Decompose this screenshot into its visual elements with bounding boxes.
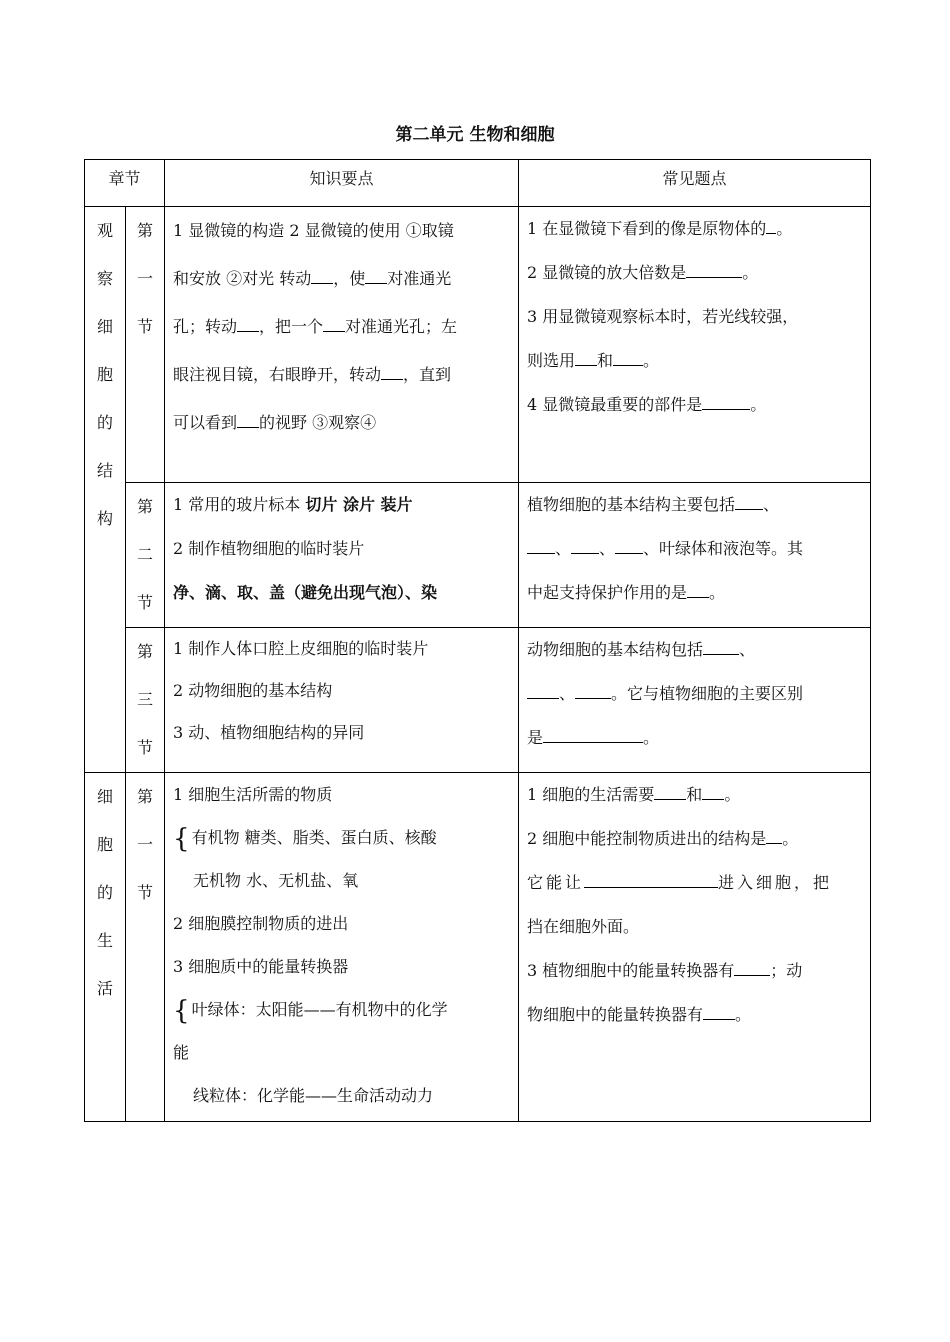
text: 能 [173, 1043, 190, 1062]
table-row [85, 483, 871, 628]
text: 可以看到 [173, 413, 238, 432]
text: 净、滴、取、盖（避免出现气泡）、染 [173, 583, 438, 602]
blank [543, 726, 643, 743]
blank [237, 315, 259, 332]
blank [365, 267, 387, 284]
text: 、叶绿体和液泡等。其 [643, 539, 804, 558]
text: 4 显微镜最重要的部件是 [527, 395, 703, 414]
blank [654, 783, 686, 800]
text: 叶绿体：太阳能——有机物中的化学 [191, 1000, 448, 1019]
section-1-cell [126, 207, 165, 483]
page-title: 第二单元 生物和细胞 [395, 125, 555, 145]
chapter-char: 活 [96, 979, 113, 998]
blank [527, 537, 555, 554]
text: 1 常用的玻片标本 [173, 495, 306, 514]
text: 2 细胞膜控制物质的进出 [173, 914, 349, 933]
text: 1 细胞的生活需要 [527, 785, 655, 804]
blank [311, 267, 333, 284]
blank [323, 315, 345, 332]
text: 它能让 [527, 873, 585, 892]
table-header-row [85, 160, 871, 207]
blank [687, 581, 709, 598]
text: 3 用显微镜观察标本时，若光线较强， [527, 307, 799, 326]
section-4-cell [126, 773, 165, 1122]
text: 1 在显微镜下看到的像是原物体的 [527, 219, 767, 238]
question-cell [519, 483, 871, 628]
chapter-char: 胞 [96, 835, 113, 854]
section-2-cell [126, 483, 165, 628]
text: 挡在细胞外面。 [527, 917, 640, 936]
text: 、 [559, 684, 576, 703]
chapter-char: 观 [96, 221, 113, 240]
blank [766, 827, 782, 844]
section-char: 第 [137, 221, 154, 240]
text: 。 [742, 263, 759, 282]
text: 。 [643, 351, 660, 370]
text: 对准通光孔；左 [345, 317, 458, 336]
text: 2 细胞中能控制物质进出的结构是 [527, 829, 767, 848]
text: 物细胞中的能量转换器有 [527, 1005, 704, 1024]
text: 。 [750, 395, 767, 414]
text: 、 [555, 539, 572, 558]
text: ，直到 [403, 365, 452, 384]
blank [703, 638, 739, 655]
text: 无机物 水、无机盐、氧 [193, 871, 359, 890]
blank [615, 537, 643, 554]
brace-icon: { [173, 824, 190, 854]
text: ，把一个 [259, 317, 324, 336]
blank [686, 261, 742, 278]
blank [527, 682, 559, 699]
knowledge-cell [165, 207, 519, 483]
text: 、 [763, 495, 780, 514]
table-row [85, 773, 871, 1122]
section-char: 二 [137, 545, 154, 564]
chapter-char: 的 [96, 413, 113, 432]
chapter-char: 细 [96, 317, 113, 336]
text: ，使 [333, 269, 366, 288]
table-row [85, 628, 871, 773]
chapter-char: 结 [96, 461, 113, 480]
text: 进入细胞，把 [718, 873, 833, 892]
text: 有机物 糖类、脂类、蛋白质、核酸 [191, 828, 437, 847]
section-char: 一 [137, 835, 154, 854]
header-knowledge: 知识要点 [165, 160, 519, 207]
brace-icon: { [173, 996, 190, 1026]
knowledge-cell [165, 773, 519, 1122]
blank [703, 1003, 735, 1020]
blank [702, 393, 750, 410]
blank [766, 217, 776, 234]
chapter-char: 细 [96, 787, 113, 806]
blank [613, 349, 643, 366]
knowledge-cell [165, 483, 519, 628]
section-char: 节 [137, 883, 154, 902]
question-cell [519, 773, 871, 1122]
text: 。 [643, 728, 660, 747]
header-questions: 常见题点 [519, 160, 871, 207]
blank [381, 363, 403, 380]
text: 植物细胞的基本结构主要包括 [527, 495, 736, 514]
text: 。 [709, 583, 726, 602]
section-char: 节 [137, 738, 154, 757]
text: 3 动、植物细胞结构的异同 [173, 723, 365, 742]
blank [237, 411, 259, 428]
text: 3 植物细胞中的能量转换器有 [527, 961, 735, 980]
text: 2 动物细胞的基本结构 [173, 681, 333, 700]
text: 动物细胞的基本结构包括 [527, 640, 704, 659]
text: 是 [527, 728, 544, 747]
blank [734, 959, 770, 976]
blank [735, 493, 763, 510]
text: 和安放 ②对光 转动 [173, 269, 312, 288]
text: 2 显微镜的放大倍数是 [527, 263, 687, 282]
text: 1 细胞生活所需的物质 [173, 785, 333, 804]
text: 切片 涂片 装片 [305, 495, 413, 514]
knowledge-cell [165, 628, 519, 773]
text: 中起支持保护作用的是 [527, 583, 688, 602]
chapter-char: 胞 [96, 365, 113, 384]
text: 2 制作植物细胞的临时装片 [173, 539, 365, 558]
text: 眼注视目镜，右眼睁开，转动 [173, 365, 382, 384]
question-cell [519, 628, 871, 773]
text: 和 [686, 785, 703, 804]
text: 3 细胞质中的能量转换器 [173, 957, 349, 976]
blank [584, 871, 718, 888]
chapter-char: 生 [96, 931, 113, 950]
blank [575, 349, 597, 366]
section-char: 第 [137, 787, 154, 806]
question-cell [519, 207, 871, 483]
knowledge-table [84, 159, 871, 1122]
chapter-char: 的 [96, 883, 113, 902]
text: 孔；转动 [173, 317, 238, 336]
blank [702, 783, 724, 800]
section-char: 第 [137, 497, 154, 516]
text: 。它与植物细胞的主要区别 [611, 684, 804, 703]
text: 的视野 ③观察④ [259, 413, 377, 432]
chapter-char: 察 [96, 269, 113, 288]
blank [575, 682, 611, 699]
section-char: 三 [137, 690, 154, 709]
text: 对准通光 [387, 269, 452, 288]
blank [571, 537, 599, 554]
text: 1 显微镜的构造 2 显微镜的使用 ①取镜 [173, 221, 454, 240]
section-char: 节 [137, 317, 154, 336]
chapter-2-cell [85, 773, 126, 1122]
section-char: 节 [137, 593, 154, 612]
text: 线粒体：化学能——生命活动动力 [193, 1086, 434, 1105]
text: 。 [782, 829, 799, 848]
section-char: 一 [137, 269, 154, 288]
text: 则选用 [527, 351, 576, 370]
text: 和 [597, 351, 614, 370]
text: 。 [735, 1005, 752, 1024]
text: 、 [599, 539, 616, 558]
chapter-1-cell [85, 207, 126, 773]
text: ；动 [770, 961, 803, 980]
text: 、 [739, 640, 756, 659]
table-row [85, 207, 871, 483]
section-char: 第 [137, 642, 154, 661]
text: 1 制作人体口腔上皮细胞的临时装片 [173, 639, 429, 658]
text: 。 [776, 219, 793, 238]
header-chapter: 章节 [85, 160, 165, 207]
section-3-cell [126, 628, 165, 773]
text: 。 [724, 785, 741, 804]
chapter-char: 构 [96, 509, 113, 528]
